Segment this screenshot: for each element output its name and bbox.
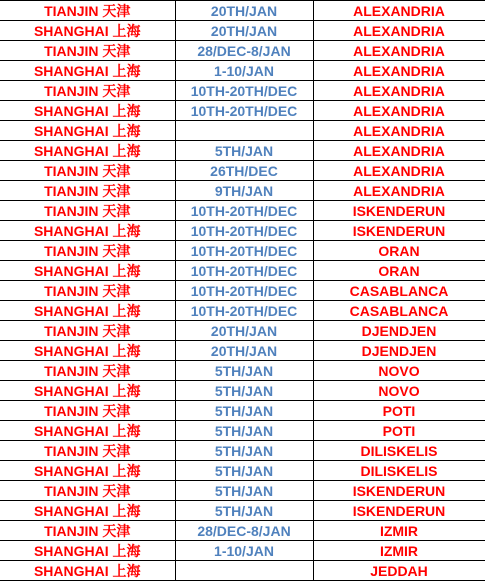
shipping-date-cell: 5TH/JAN xyxy=(175,441,313,461)
origin-port-cell: SHANGHAI 上海 xyxy=(0,541,175,561)
shipping-date-cell: 5TH/JAN xyxy=(175,141,313,161)
destination-port-cell: NOVO xyxy=(313,361,485,381)
origin-port-cell: TIANJIN 天津 xyxy=(0,161,175,181)
origin-port-cell: SHANGHAI 上海 xyxy=(0,221,175,241)
shipping-date-cell: 10TH-20TH/DEC xyxy=(175,221,313,241)
destination-port-cell: ALEXANDRIA xyxy=(313,101,485,121)
table-row xyxy=(0,61,485,81)
origin-port-cell: SHANGHAI 上海 xyxy=(0,61,175,81)
destination-port-cell: POTI xyxy=(313,401,485,421)
table-row xyxy=(0,501,485,521)
table-row xyxy=(0,421,485,441)
table-row xyxy=(0,21,485,41)
table-row xyxy=(0,461,485,481)
shipping-date-cell: 10TH-20TH/DEC xyxy=(175,81,313,101)
table-row xyxy=(0,261,485,281)
shipping-date-cell: 20TH/JAN xyxy=(175,321,313,341)
origin-port-cell: TIANJIN 天津 xyxy=(0,441,175,461)
shipping-date-cell: 28/DEC-8/JAN xyxy=(175,41,313,61)
destination-port-cell: ALEXANDRIA xyxy=(313,121,485,141)
shipping-date-cell: 1-10/JAN xyxy=(175,61,313,81)
shipping-date-cell: 10TH-20TH/DEC xyxy=(175,241,313,261)
table-row xyxy=(0,221,485,241)
table-row xyxy=(0,361,485,381)
table-row xyxy=(0,441,485,461)
destination-port-cell: ALEXANDRIA xyxy=(313,81,485,101)
table-row xyxy=(0,121,485,141)
origin-port-cell: SHANGHAI 上海 xyxy=(0,561,175,581)
destination-port-cell: ALEXANDRIA xyxy=(313,141,485,161)
destination-port-cell: CASABLANCA xyxy=(313,301,485,321)
table-row xyxy=(0,1,485,21)
table-row xyxy=(0,401,485,421)
origin-port-cell: SHANGHAI 上海 xyxy=(0,341,175,361)
destination-port-cell: ALEXANDRIA xyxy=(313,181,485,201)
origin-port-cell: SHANGHAI 上海 xyxy=(0,501,175,521)
destination-port-cell: JEDDAH xyxy=(313,561,485,581)
destination-port-cell: ALEXANDRIA xyxy=(313,21,485,41)
shipping-date-cell: 5TH/JAN xyxy=(175,401,313,421)
table-row xyxy=(0,481,485,501)
shipping-date-cell: 5TH/JAN xyxy=(175,421,313,441)
table-row xyxy=(0,181,485,201)
destination-port-cell: ISKENDERUN xyxy=(313,501,485,521)
table-row xyxy=(0,41,485,61)
destination-port-cell: ALEXANDRIA xyxy=(313,161,485,181)
destination-port-cell: ALEXANDRIA xyxy=(313,41,485,61)
table-row xyxy=(0,541,485,561)
destination-port-cell: IZMIR xyxy=(313,541,485,561)
table-row xyxy=(0,321,485,341)
shipping-date-cell: 10TH-20TH/DEC xyxy=(175,281,313,301)
destination-port-cell: ISKENDERUN xyxy=(313,201,485,221)
shipping-date-cell: 10TH-20TH/DEC xyxy=(175,301,313,321)
origin-port-cell: TIANJIN 天津 xyxy=(0,401,175,421)
destination-port-cell: ORAN xyxy=(313,261,485,281)
schedule-body xyxy=(0,1,485,581)
shipping-date-cell: 10TH-20TH/DEC xyxy=(175,101,313,121)
origin-port-cell: SHANGHAI 上海 xyxy=(0,261,175,281)
shipping-date-cell: 20TH/JAN xyxy=(175,1,313,21)
destination-port-cell: ALEXANDRIA xyxy=(313,1,485,21)
destination-port-cell: POTI xyxy=(313,421,485,441)
table-row xyxy=(0,281,485,301)
shipping-date-cell: 1-10/JAN xyxy=(175,541,313,561)
shipping-date-cell: 5TH/JAN xyxy=(175,501,313,521)
origin-port-cell: SHANGHAI 上海 xyxy=(0,121,175,141)
shipping-date-cell: 5TH/JAN xyxy=(175,461,313,481)
origin-port-cell: SHANGHAI 上海 xyxy=(0,461,175,481)
origin-port-cell: TIANJIN 天津 xyxy=(0,361,175,381)
origin-port-cell: TIANJIN 天津 xyxy=(0,201,175,221)
shipping-date-cell: 20TH/JAN xyxy=(175,341,313,361)
origin-port-cell: SHANGHAI 上海 xyxy=(0,381,175,401)
destination-port-cell: NOVO xyxy=(313,381,485,401)
destination-port-cell: ALEXANDRIA xyxy=(313,61,485,81)
destination-port-cell: CASABLANCA xyxy=(313,281,485,301)
table-row xyxy=(0,161,485,181)
origin-port-cell: SHANGHAI 上海 xyxy=(0,101,175,121)
origin-port-cell: SHANGHAI 上海 xyxy=(0,421,175,441)
destination-port-cell: ISKENDERUN xyxy=(313,481,485,501)
shipping-date-cell: 26TH/DEC xyxy=(175,161,313,181)
shipping-date-cell: 10TH-20TH/DEC xyxy=(175,261,313,281)
table-row xyxy=(0,381,485,401)
table-row xyxy=(0,81,485,101)
table-row xyxy=(0,241,485,261)
table-row xyxy=(0,201,485,221)
origin-port-cell: TIANJIN 天津 xyxy=(0,321,175,341)
shipping-date-cell: 5TH/JAN xyxy=(175,481,313,501)
origin-port-cell: TIANJIN 天津 xyxy=(0,481,175,501)
origin-port-cell: SHANGHAI 上海 xyxy=(0,301,175,321)
table-row xyxy=(0,341,485,361)
origin-port-cell: SHANGHAI 上海 xyxy=(0,21,175,41)
destination-port-cell: DJENDJEN xyxy=(313,341,485,361)
table-row xyxy=(0,521,485,541)
origin-port-cell: TIANJIN 天津 xyxy=(0,281,175,301)
destination-port-cell: DJENDJEN xyxy=(313,321,485,341)
shipping-date-cell xyxy=(175,121,313,141)
origin-port-cell: TIANJIN 天津 xyxy=(0,181,175,201)
origin-port-cell: TIANJIN 天津 xyxy=(0,1,175,21)
shipping-date-cell: 28/DEC-8/JAN xyxy=(175,521,313,541)
table-row xyxy=(0,301,485,321)
table-row xyxy=(0,561,485,581)
destination-port-cell: DILISKELIS xyxy=(313,441,485,461)
origin-port-cell: SHANGHAI 上海 xyxy=(0,141,175,161)
origin-port-cell: TIANJIN 天津 xyxy=(0,81,175,101)
destination-port-cell: DILISKELIS xyxy=(313,461,485,481)
shipping-date-cell: 5TH/JAN xyxy=(175,381,313,401)
destination-port-cell: ORAN xyxy=(313,241,485,261)
destination-port-cell: IZMIR xyxy=(313,521,485,541)
shipping-date-cell: 20TH/JAN xyxy=(175,21,313,41)
table-row xyxy=(0,141,485,161)
shipping-date-cell: 9TH/JAN xyxy=(175,181,313,201)
shipping-date-cell: 5TH/JAN xyxy=(175,361,313,381)
shipping-date-cell xyxy=(175,561,313,581)
table-row xyxy=(0,101,485,121)
destination-port-cell: ISKENDERUN xyxy=(313,221,485,241)
origin-port-cell: TIANJIN 天津 xyxy=(0,521,175,541)
origin-port-cell: TIANJIN 天津 xyxy=(0,41,175,61)
origin-port-cell: TIANJIN 天津 xyxy=(0,241,175,261)
shipping-date-cell: 10TH-20TH/DEC xyxy=(175,201,313,221)
